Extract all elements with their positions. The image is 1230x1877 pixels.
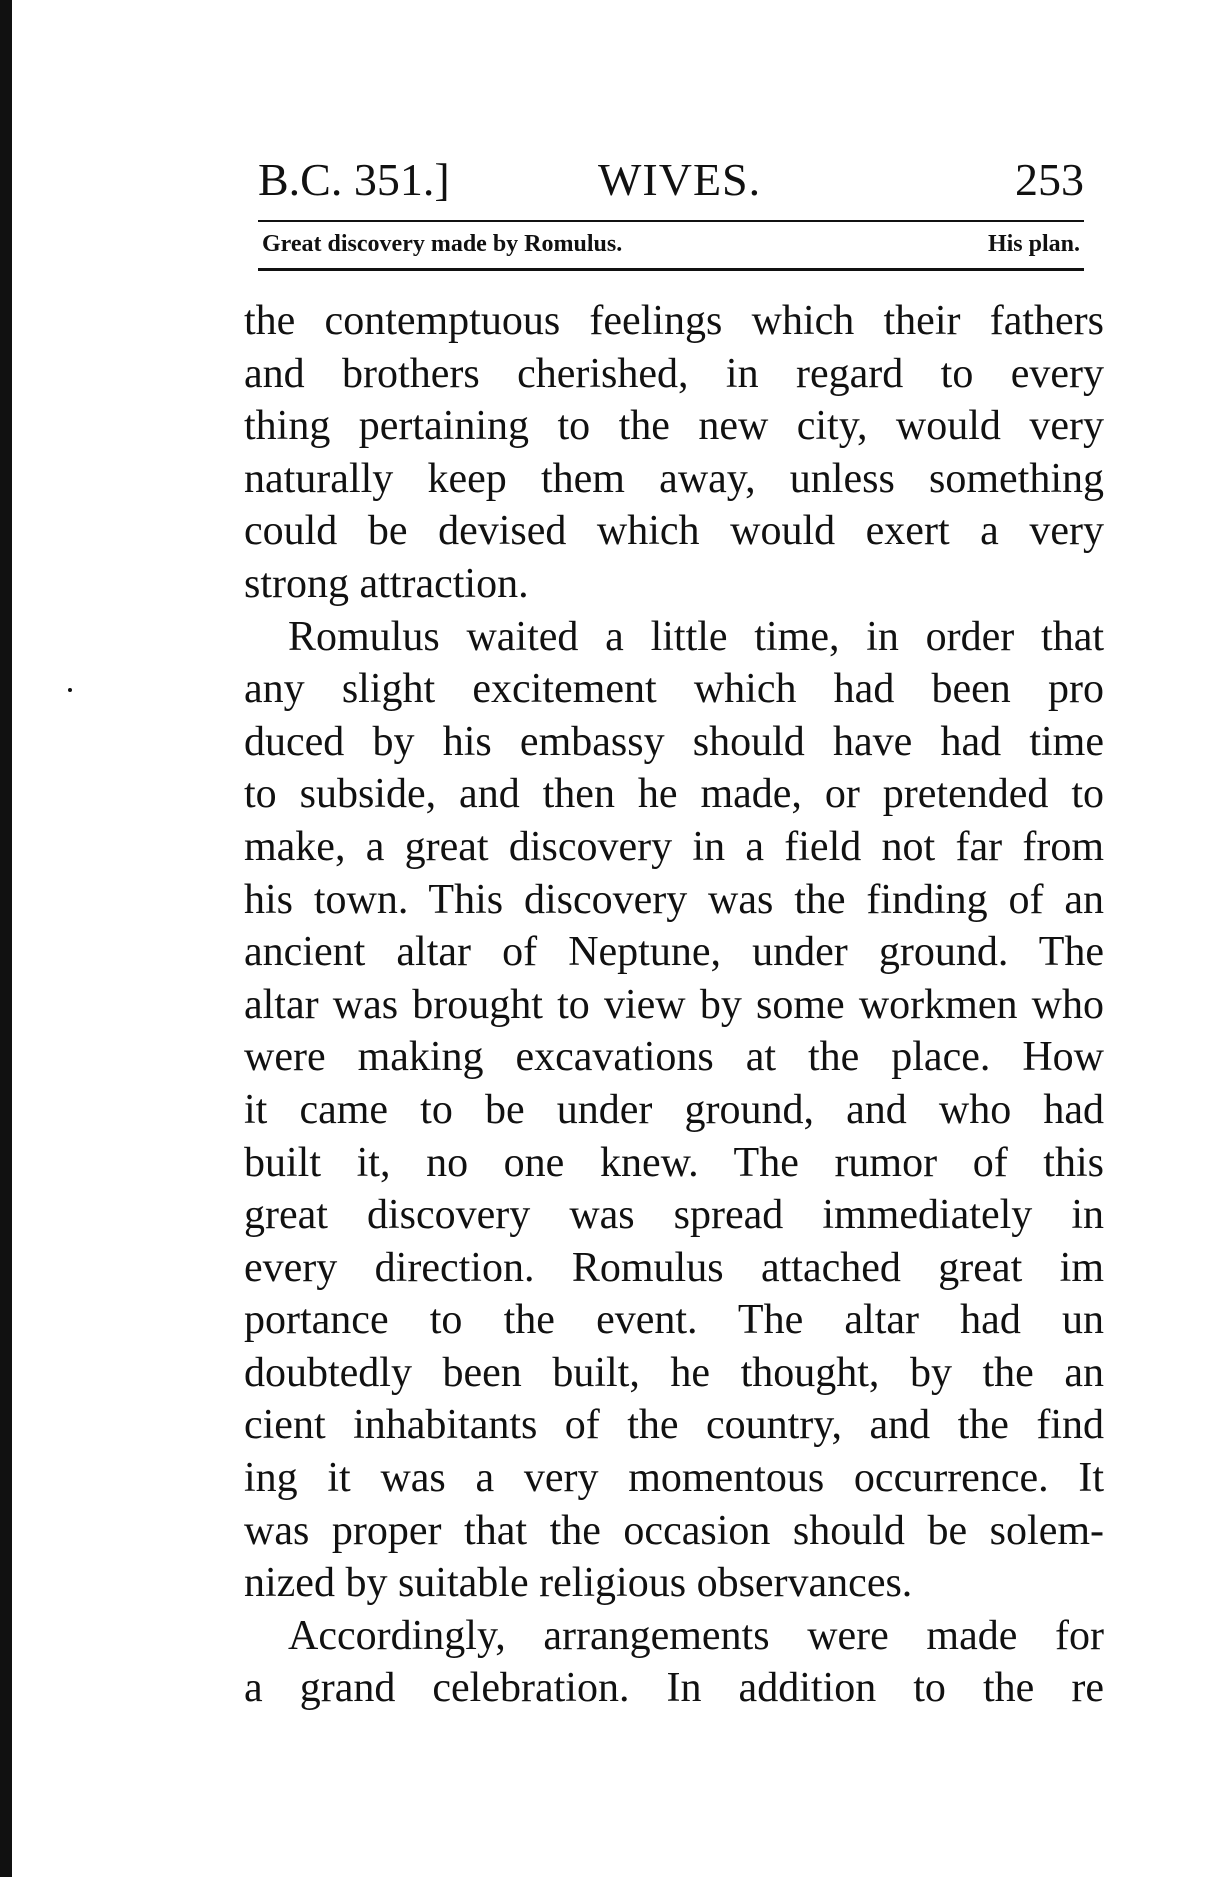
text-line: great discovery was spread immediately in [244, 1192, 1104, 1239]
text-line: it came to be under ground, and who had [244, 1086, 1104, 1133]
text-line: ing it was a very momentous occurrence. It [244, 1455, 1104, 1502]
text-line: duced by his embassy should have had time [244, 718, 1104, 765]
header-rule-bottom [258, 268, 1084, 271]
page-number: 253 [1015, 154, 1084, 205]
text-line: to subside, and then he made, or pretended to [244, 771, 1104, 818]
text-line: was proper that the occasion should be solem- [244, 1507, 1104, 1554]
text-line: the contemptuous feelings which their fathers [244, 298, 1104, 344]
text-line: built it, no one knew. The rumor of this [244, 1139, 1104, 1186]
text-line: doubtedly been built, he thought, by the an [244, 1349, 1104, 1396]
text-line: portance to the event. The altar had un [244, 1297, 1104, 1344]
text-line: strong attraction. [244, 560, 529, 607]
text-line: were making excavations at the place. How [244, 1034, 1104, 1081]
scan-edge [0, 0, 12, 1877]
sidenote-bar [258, 226, 1084, 262]
text-line: cient inhabitants of the country, and the find [244, 1402, 1104, 1449]
text-line: and brothers cherished, in regard to every [244, 350, 1104, 397]
sidenote-left: Great discovery made by Romulus. [262, 231, 623, 257]
text-line: any slight excitement which had been pro [244, 666, 1104, 713]
scan-speck [68, 688, 72, 692]
text-line: ancient altar of Neptune, under ground. The [244, 929, 1104, 976]
text-line: could be devised which would exert a very [244, 508, 1104, 555]
text-line: his town. This discovery was the finding of an [244, 876, 1104, 923]
text-line: naturally keep them away, unless something [244, 455, 1104, 502]
text-line: nized by suitable religious observances. [244, 1560, 913, 1607]
header-title: WIVES. [598, 154, 762, 205]
text-line: every direction. Romulus attached great im [244, 1244, 1104, 1291]
sidenote-right: His plan. [987, 231, 1080, 257]
running-head [258, 150, 1084, 210]
text-line: Romulus waited a little time, in order that [288, 613, 1104, 660]
text-line: Accordingly, arrangements were made for [288, 1612, 1104, 1659]
text-line: thing pertaining to the new city, would very [244, 403, 1104, 450]
body-text [244, 295, 1104, 1715]
text-line: altar was brought to view by some workmen who [244, 981, 1104, 1028]
text-line: a grand celebration. In addition to the re [244, 1665, 1104, 1712]
header-date: B.C. 351.] [258, 154, 450, 205]
header-rule-top [258, 220, 1084, 222]
text-line: make, a great discovery in a field not far from [244, 823, 1104, 870]
